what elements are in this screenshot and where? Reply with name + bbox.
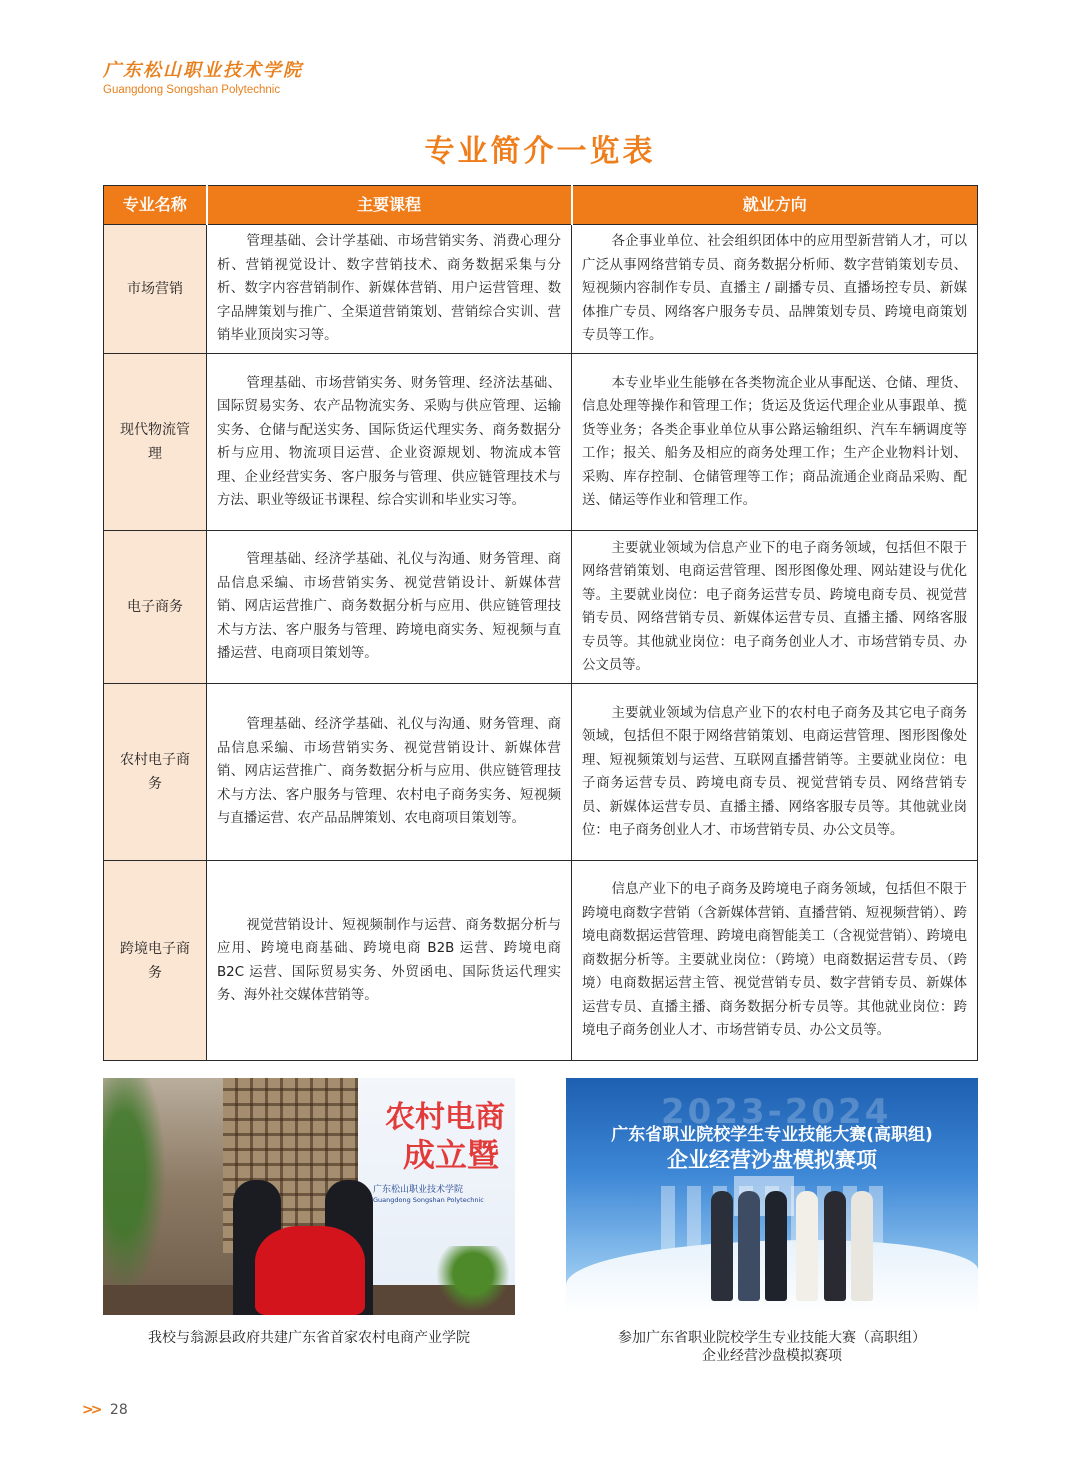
- photo-caption: 我校与翁源县政府共建广东省首家农村电商产业学院: [148, 1330, 470, 1346]
- courses-text: 视觉营销设计、短视频制作与运营、商务数据分析与应用、跨境电商基础、跨境电商 B2B 运营、跨境电商 B2C 运营、国际贸易实务、外贸函电、国际货运代理实务、海外社交媒体营销等。: [217, 917, 561, 1003]
- table-header-row: [104, 186, 978, 225]
- page-number: [82, 1402, 128, 1418]
- jobs-text: 主要就业领域为信息产业下的农村电子商务及其它电子商务领域，包括但不限于网络营销策划、电商运营管理、图形图像处理、短视频策划与运营、互联网直播营销等。主要就业岗位：电子商务运营专员、跨境电商专员、视觉营销专员、网络营销专员、新媒体运营专员、直播主播、网络客服专员等。其他就业岗位：电子商务创业人才、市场营销专员、办公文员等。: [582, 705, 967, 838]
- majors-table: [103, 185, 978, 1061]
- person: [765, 1191, 787, 1301]
- potted-plant: [433, 1246, 513, 1315]
- major-courses: [207, 861, 572, 1061]
- caption-line: 企业经营沙盘模拟赛项: [702, 1348, 842, 1364]
- school-name-cn: 广东松山职业技术学院: [103, 60, 303, 81]
- banner-school-name: 广东松山职业技术学院: [373, 1185, 464, 1195]
- banner-title-line1: 广东省职业院校学生专业技能大赛(高职组): [611, 1125, 933, 1145]
- major-name: 跨境电子商务: [104, 861, 207, 1061]
- header-major-name: 专业名称: [104, 186, 207, 225]
- major-jobs: [572, 684, 978, 861]
- banner-title-line2: 成立暨: [403, 1136, 500, 1174]
- major-courses: [207, 684, 572, 861]
- table-row: [104, 684, 978, 861]
- major-jobs: [572, 531, 978, 684]
- major-jobs: [572, 354, 978, 531]
- table-row: [104, 861, 978, 1061]
- person: [738, 1191, 760, 1301]
- courses-text: 管理基础、市场营销实务、财务管理、经济法基础、国际贸易实务、农产品物流实务、采购与供应管理、运输实务、仓储与配送实务、国际货运代理实务、商务数据分析与应用、物流项目运营、企业资源规划、物流成本管理、企业经营实务、客户服务与管理、供应链管理技术与方法、职业等级证书课程、综合实训和毕业实习等。: [217, 375, 561, 508]
- competition-group-photo: [566, 1078, 978, 1315]
- person: [824, 1191, 846, 1301]
- header-career-direction: 就业方向: [572, 186, 978, 225]
- caption-line: 参加广东省职业院校学生专业技能大赛（高职组）: [618, 1330, 926, 1346]
- banner-title-line2: 企业经营沙盘模拟赛项: [667, 1148, 877, 1172]
- jobs-text: 各企事业单位、社会组织团体中的应用型新营销人才，可以广泛从事网络营销专员、商务数据分析师、数字营销策划专员、短视频内容制作专员、直播主 / 副播专员、直播场控专员、新媒体推广专员、网络客户服务专员、品牌策划专员、跨境电商策划专员等工作。: [582, 234, 967, 344]
- page-number-text: 28: [109, 1402, 128, 1418]
- page-title: 专业简介一览表: [424, 134, 656, 169]
- courses-text: 管理基础、经济学基础、礼仪与沟通、财务管理、商品信息采编、市场营销实务、视觉营销设计、新媒体营销、网店运营推广、商务数据分析与应用、供应链管理技术与方法、客户服务与管理、跨境电商实务、短视频与直播运营、电商项目策划等。: [217, 552, 561, 662]
- major-name: 电子商务: [104, 531, 207, 684]
- major-jobs: [572, 225, 978, 354]
- table-row: [104, 354, 978, 531]
- major-courses: [207, 354, 572, 531]
- school-logo: [103, 56, 303, 96]
- person: [851, 1191, 873, 1301]
- photo-caption: [566, 1329, 978, 1365]
- header-main-courses: 主要课程: [207, 186, 572, 225]
- jobs-text: 信息产业下的电子商务及跨境电子商务领域，包括但不限于跨境电商数字营销（含新媒体营销、直播营销、短视频营销）、跨境电商数据运营管理、跨境电商智能美工（含视觉营销）、跨境电商数据分析等。主要就业岗位：（跨境）电商数据运营专员、（跨境）电商数据运营主管、视觉营销专员、数字营销专员、新媒体运营专员、直播主播、商务数据分析专员等。其他就业岗位：跨境电子商务创业人才、市场营销专员、办公文员等。: [582, 882, 967, 1039]
- person: [711, 1191, 733, 1301]
- red-unveiling-cloth: [255, 1226, 365, 1315]
- major-jobs: [572, 861, 978, 1061]
- banner-school-name-en: Guangdong Songshan Polytechnic: [373, 1196, 484, 1204]
- unveiling-ceremony-photo: [103, 1078, 515, 1315]
- person: [796, 1191, 818, 1301]
- courses-text: 管理基础、会计学基础、市场营销实务、消费心理分析、营销视觉设计、数字营销技术、商务数据采集与分析、数字内容营销制作、新媒体营销、用户运营管理、数字品牌策划与推广、全渠道营销策划、营销综合实训、营销毕业顶岗实习等。: [217, 234, 561, 344]
- courses-text: 管理基础、经济学基础、礼仪与沟通、财务管理、商品信息采编、市场营销实务、视觉营销设计、新媒体营销、网店运营推广、商务数据分析与应用、供应链管理技术与方法、客户服务与管理、农村电子商务实务、短视频与直播运营、农产品品牌策划、农电商项目策划等。: [217, 717, 561, 827]
- major-name: 农村电子商务: [104, 684, 207, 861]
- banner-year: 2023-2024: [661, 1092, 892, 1132]
- school-name-en: Guangdong Songshan Polytechnic: [103, 84, 281, 96]
- banner-title-line1: 农村电商: [385, 1100, 505, 1135]
- major-courses: [207, 225, 572, 354]
- jobs-text: 主要就业领域为信息产业下的电子商务领域，包括但不限于网络营销策划、电商运营管理、图形图像处理、网站建设与优化等。主要就业岗位：电子商务运营专员、跨境电商专员、视觉营销专员、网络营销专员、新媒体运营专员、直播主播、网络客服专员等。其他就业岗位：电子商务创业人才、市场营销专员、办公文员等。: [582, 540, 967, 673]
- major-name: 现代物流管理: [104, 354, 207, 531]
- jobs-text: 本专业毕业生能够在各类物流企业从事配送、仓储、理货、信息处理等操作和管理工作；货运及货运代理企业从事跟单、揽货等业务；各类企事业单位从事公路运输组织、汽车车辆调度等工作；报关、船务及相应的商务处理工作；生产企业物料计划、采购、库存控制、仓储管理等工作；商品流通企业商品采购、配送、储运等作业和管理工作。: [582, 375, 967, 508]
- table-row: [104, 225, 978, 354]
- major-courses: [207, 531, 572, 684]
- double-chevron-right-icon: >>: [82, 1402, 100, 1418]
- table-row: [104, 531, 978, 684]
- major-name: 市场营销: [104, 225, 207, 354]
- plant-decoration: [103, 1078, 173, 1315]
